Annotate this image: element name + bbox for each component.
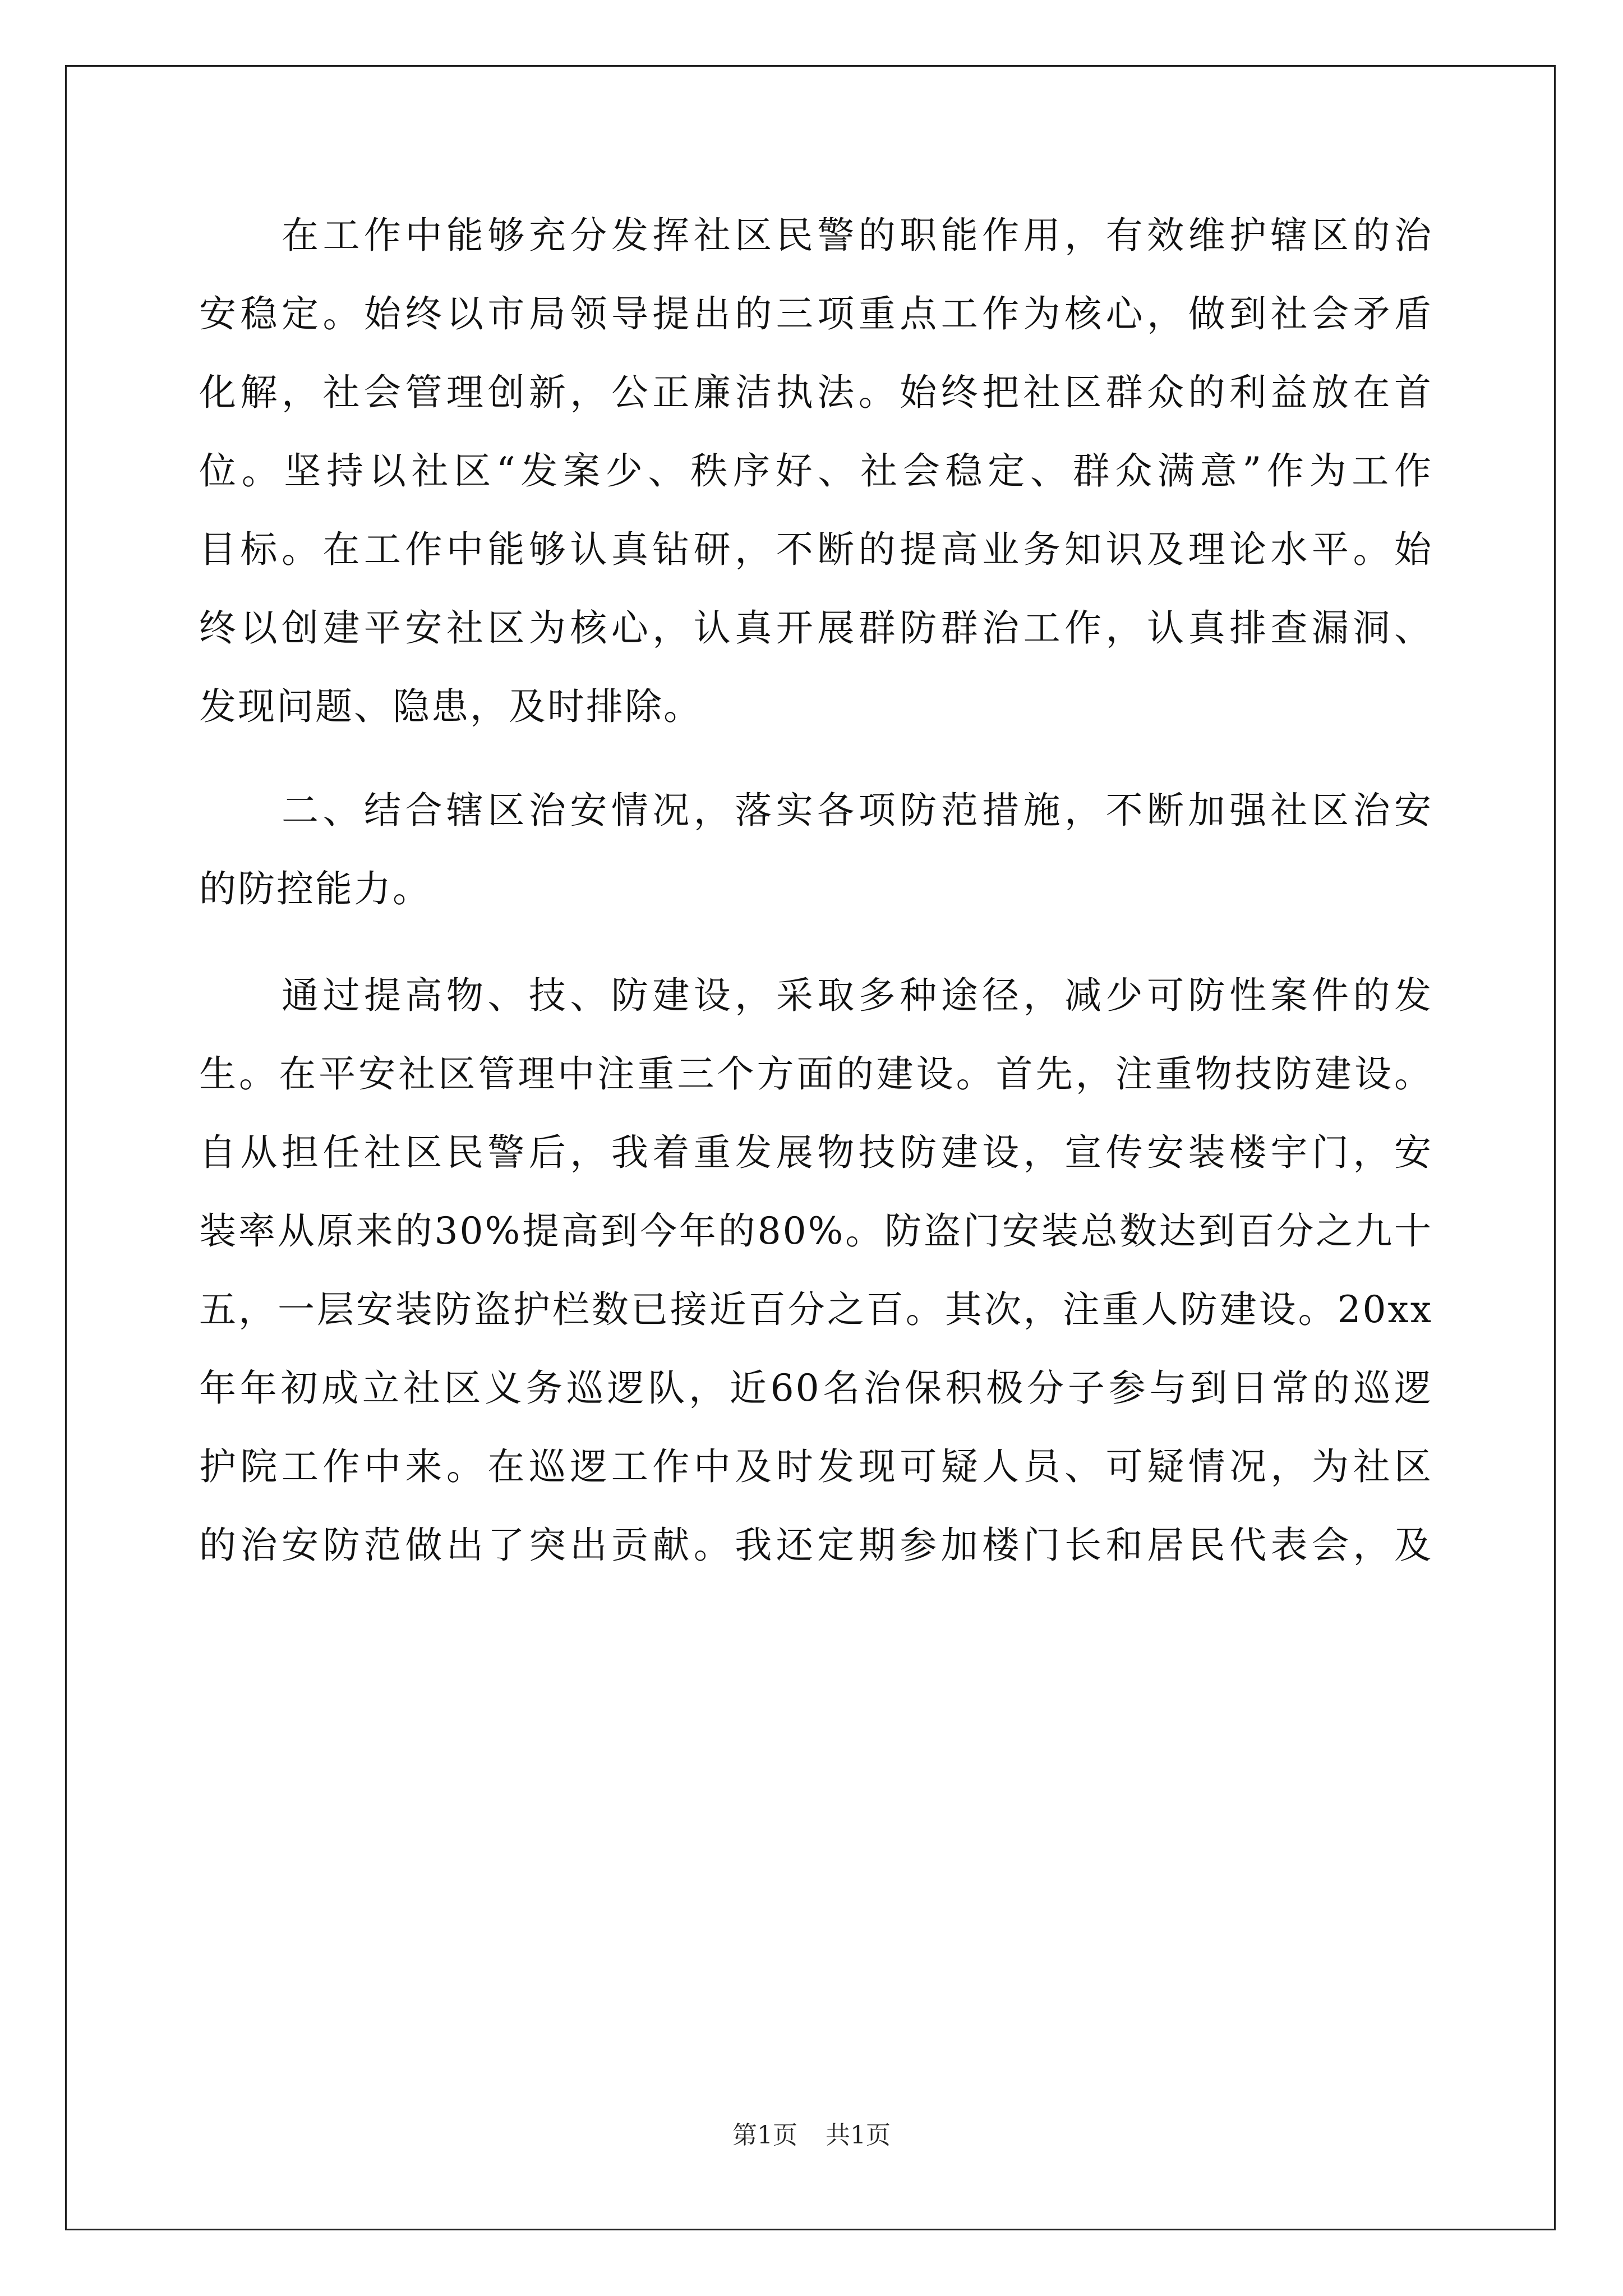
- text-line-4: 位。坚持以社区“发案少、秩序好、社会稳定、群众满意”作为工作: [199, 449, 1433, 493]
- page-total: 共1页: [826, 2121, 891, 2150]
- text-line-1: 在工作中能够充分发挥社区民警的职能作用，有效维护辖区的治: [199, 214, 1433, 257]
- page-footer: [0, 2119, 1623, 2152]
- text-line-9: 的防控能力。: [199, 867, 431, 910]
- text-line-16: 护院工作中来。在巡逻工作中及时发现可疑人员、可疑情况，为社区: [199, 1445, 1433, 1488]
- text-line-5: 目标。在工作中能够认真钻研，不断的提高业务知识及理论水平。始: [199, 528, 1433, 571]
- text-line-14: 五，一层安装防盗护栏数已接近百分之百。其次，注重人防建设。20xx: [199, 1288, 1433, 1331]
- text-line-3: 化解，社会管理创新，公正廉洁执法。始终把社区群众的利益放在首: [199, 371, 1433, 414]
- text-line-10: 通过提高物、技、防建设，采取多种途径，减少可防性案件的发: [199, 974, 1433, 1017]
- text-line-7: 发现问题、隐患，及时排除。: [199, 685, 702, 728]
- page-number: 第1页: [732, 2121, 797, 2150]
- text-line-15: 年年初成立社区义务巡逻队，近60名治保积极分子参与到日常的巡逻: [199, 1366, 1433, 1410]
- text-line-12: 自从担任社区民警后，我着重发展物技防建设，宣传安装楼宇门，安: [199, 1131, 1433, 1174]
- text-line-6: 终以创建平安社区为核心，认真开展群防群治工作，认真排查漏洞、: [199, 606, 1433, 650]
- text-line-2: 安稳定。始终以市局领导提出的三项重点工作为核心，做到社会矛盾: [199, 292, 1433, 335]
- text-line-11: 生。在平安社区管理中注重三个方面的建设。首先，注重物技防建设。: [199, 1052, 1433, 1096]
- text-line-13: 装率从原来的30%提高到今年的80%。防盗门安装总数达到百分之九十: [199, 1209, 1433, 1253]
- text-line-17: 的治安防范做出了突出贡献。我还定期参加楼门长和居民代表会，及: [199, 1524, 1433, 1567]
- text-line-8: 二、结合辖区治安情况，落实各项防范措施，不断加强社区治安: [199, 789, 1433, 832]
